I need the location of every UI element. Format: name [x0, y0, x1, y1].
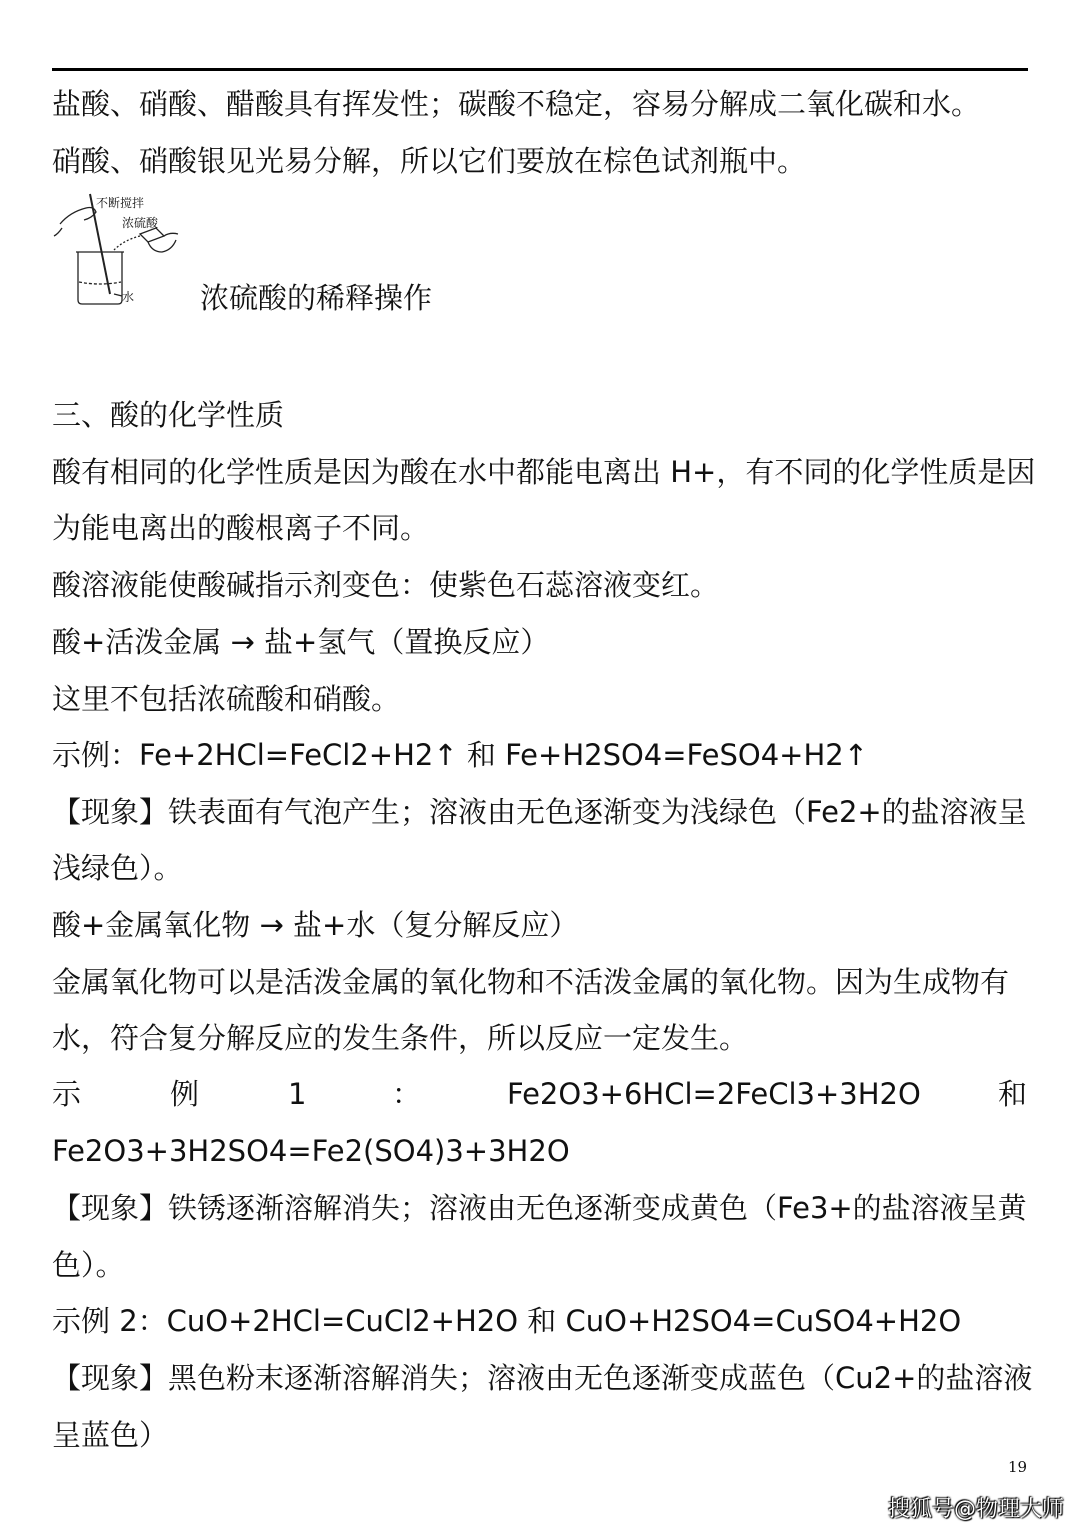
text-line: 酸+活泼金属 → 盐+氢气（置换反应）	[52, 625, 550, 659]
text-line: 盐酸、硝酸、醋酸具有挥发性；碳酸不稳定，容易分解成二氧化碳和水。	[52, 87, 981, 121]
example-word: 例	[170, 1077, 200, 1111]
text-line: 酸有相同的化学性质是因为酸在水中都能电离出 H+，有不同的化学性质是因	[52, 455, 1036, 489]
watermark: 搜狐号@物理大师	[888, 1497, 1065, 1522]
example-word: ：	[392, 1077, 422, 1111]
page-number: 19	[1008, 1458, 1028, 1476]
text-line: 色）。	[52, 1248, 125, 1282]
figure-label-stir: 不断搅拌	[96, 196, 145, 210]
section-heading: 三、酸的化学性质	[52, 398, 285, 432]
text-line: 示例 2：CuO+2HCl=CuCl2+H2O 和 CuO+H2SO4=CuSO4+H2O	[52, 1304, 962, 1338]
example-word: 1	[288, 1077, 307, 1111]
example-1-line	[52, 1074, 1028, 1114]
top-rule	[52, 68, 1028, 71]
dilution-figure	[52, 190, 182, 310]
example-equation: Fe2O3+6HCl=2FeCl3+3H2O	[507, 1077, 921, 1111]
example-word: 示	[52, 1077, 82, 1111]
text-line: 这里不包括浓硫酸和硝酸。	[52, 682, 401, 716]
figure-label-water: 水	[122, 290, 135, 304]
figure-label-acid: 浓硫酸	[122, 216, 159, 230]
text-line: 【现象】铁锈逐渐溶解消失；溶液由无色逐渐变成黄色（Fe3+的盐溶液呈黄	[52, 1191, 1027, 1225]
text-line: 【现象】黑色粉末逐渐溶解消失；溶液由无色逐渐变成蓝色（Cu2+的盐溶液	[52, 1361, 1033, 1395]
text-line: 浅绿色）。	[52, 851, 183, 885]
figure-caption: 浓硫酸的稀释操作	[200, 281, 433, 315]
text-line: 酸溶液能使酸碱指示剂变色：使紫色石蕊溶液变红。	[52, 568, 720, 602]
text-line: 呈蓝色）	[52, 1418, 169, 1452]
text-line: 为能电离出的酸根离子不同。	[52, 511, 430, 545]
text-line: 【现象】铁表面有气泡产生；溶液由无色逐渐变为浅绿色（Fe2+的盐溶液呈	[52, 795, 1027, 829]
text-line: Fe2O3+3H2SO4=Fe2(SO4)3+3H2O	[52, 1134, 570, 1168]
text-line: 酸+金属氧化物 → 盐+水（复分解反应）	[52, 908, 579, 942]
text-line: 硝酸、硝酸银见光易分解，所以它们要放在棕色试剂瓶中。	[52, 144, 807, 178]
text-line: 水，符合复分解反应的发生条件，所以反应一定发生。	[52, 1021, 749, 1055]
example-word: 和	[998, 1077, 1028, 1111]
text-line: 示例：Fe+2HCl=FeCl2+H2↑ 和 Fe+H2SO4=FeSO4+H2↑	[52, 738, 869, 772]
text-line: 金属氧化物可以是活泼金属的氧化物和不活泼金属的氧化物。因为生成物有	[52, 965, 1010, 999]
